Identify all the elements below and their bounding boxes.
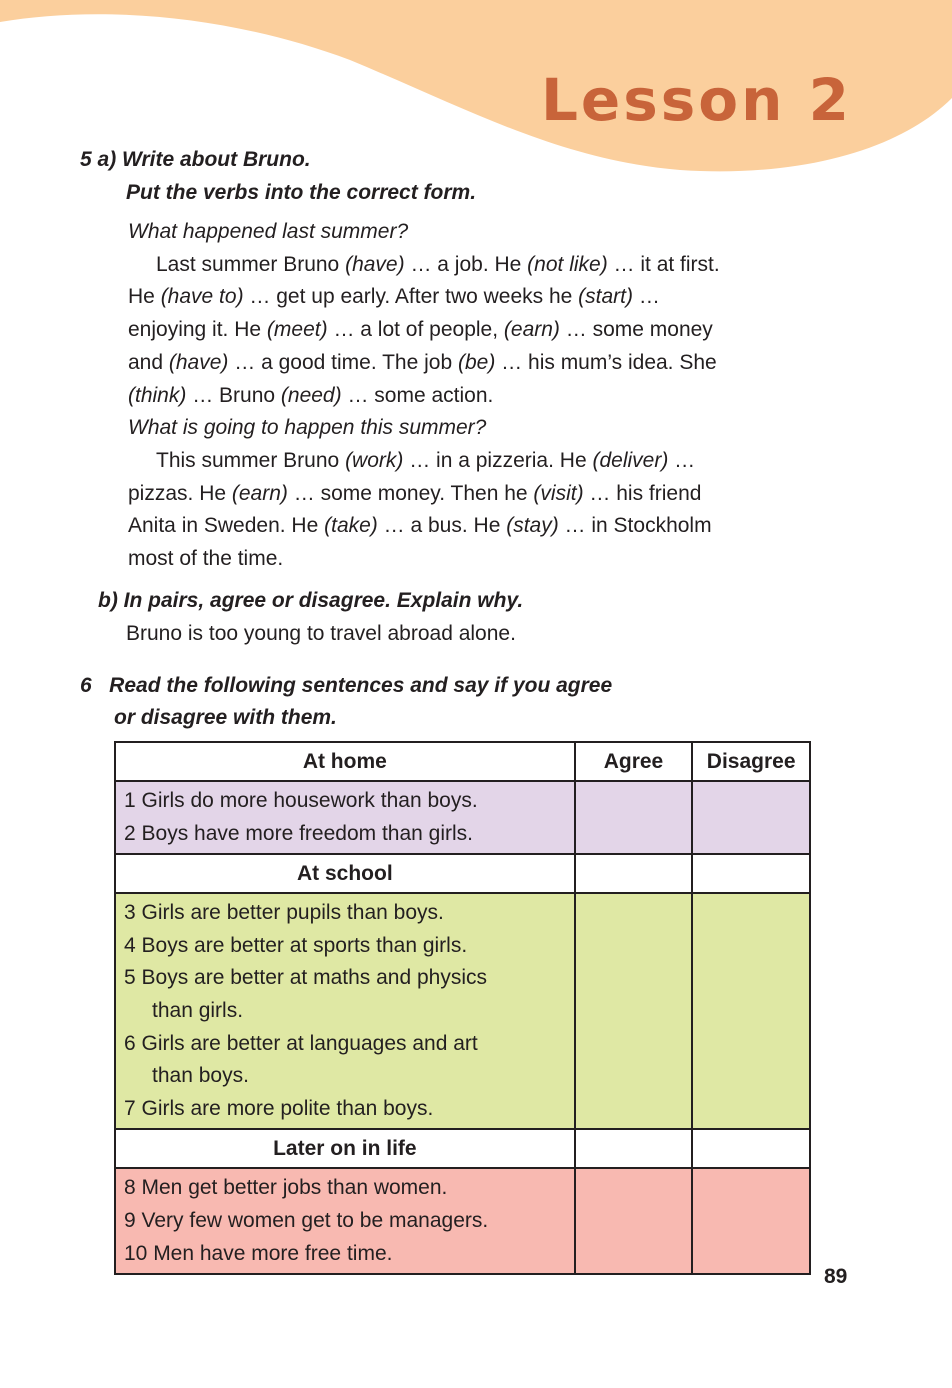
passage-text: … get up early. After two weeks he	[243, 285, 579, 309]
passage-text: … some money	[559, 318, 713, 342]
passage-line	[128, 281, 828, 314]
verb-prompt: (have)	[168, 350, 229, 374]
verb-prompt: (be)	[457, 350, 496, 374]
exercise-5b-statement: Bruno is too young to travel abroad alone.	[126, 622, 516, 645]
later-in-life-statements	[115, 1168, 575, 1274]
statement-item: 7 Girls are more polite than boys.	[124, 1096, 434, 1120]
at-school-agree-cell[interactable]	[575, 893, 693, 1129]
verb-prompt: (have to)	[160, 285, 244, 309]
passage-text: … a good time. The job	[228, 350, 458, 374]
passage-text: He	[128, 285, 161, 309]
statement-continuation: than boys.	[152, 1064, 249, 1088]
statement-item: 3 Girls are better pupils than boys.	[124, 901, 444, 925]
at-home-statements	[115, 781, 575, 854]
passage-text: pizzas. He	[128, 481, 232, 505]
header-row-at-home	[115, 742, 810, 781]
passage-text: … in a pizzeria. He	[403, 448, 593, 472]
passage-text: … a lot of people,	[327, 318, 504, 342]
verb-prompt: (have)	[345, 252, 405, 276]
exercise-5a-passage	[128, 216, 828, 576]
paragraph-past	[128, 249, 828, 413]
at-school-statements-row	[115, 893, 810, 1129]
at-home-statements-row	[115, 781, 810, 854]
statement-item: 6 Girls are better at languages and art	[124, 1031, 478, 1055]
passage-text: … his friend	[583, 481, 702, 505]
section-header-later-in-life: Later on in life	[115, 1129, 575, 1168]
passage-text: … some action.	[341, 383, 494, 407]
blank-header-cell	[692, 1129, 810, 1168]
passage-text: …	[633, 285, 660, 309]
passage-text: … a job. He	[404, 252, 528, 276]
verb-prompt: (visit)	[533, 481, 584, 505]
passage-line	[128, 543, 828, 576]
at-home-agree-cell[interactable]	[575, 781, 693, 854]
at-school-disagree-cell[interactable]	[692, 893, 810, 1129]
blank-header-cell	[575, 854, 693, 893]
column-header-agree: Agree	[575, 742, 693, 781]
verb-prompt: (need)	[280, 383, 342, 407]
statement-continuation: than girls.	[152, 998, 244, 1022]
statement-item: 2 Boys have more freedom than girls.	[124, 821, 474, 845]
passage-line	[128, 510, 828, 543]
passage-text: … his mum’s idea. She	[495, 350, 717, 374]
passage-subheading-future: What is going to happen this summer?	[128, 416, 487, 440]
verb-prompt: (stay)	[506, 514, 559, 538]
statement-item: 9 Very few women get to be managers.	[124, 1208, 489, 1232]
passage-text: … some money. Then he	[287, 481, 534, 505]
verb-prompt: (work)	[345, 448, 404, 472]
passage-text: and	[128, 350, 169, 374]
passage-text: Anita in Sweden. He	[128, 514, 325, 538]
passage-text: … it at first.	[607, 252, 720, 276]
passage-line	[128, 445, 828, 478]
passage-text: Last summer Bruno	[156, 252, 346, 276]
passage-text: most of the time.	[128, 547, 284, 571]
passage-line	[128, 249, 828, 282]
passage-text: enjoying it. He	[128, 318, 267, 342]
paragraph-future	[128, 445, 828, 576]
passage-line	[128, 347, 828, 380]
passage-line	[128, 478, 828, 511]
verb-prompt: (think)	[128, 383, 187, 407]
lesson-title: Lesson 2	[540, 66, 852, 134]
page-number: 89	[824, 1265, 848, 1288]
verb-prompt: (meet)	[266, 318, 328, 342]
blank-header-cell	[692, 854, 810, 893]
blank-header-cell	[575, 1129, 693, 1168]
passage-subheading-past: What happened last summer?	[128, 220, 409, 243]
statement-item: 8 Men get better jobs than women.	[124, 1176, 448, 1200]
at-home-disagree-cell[interactable]	[692, 781, 810, 854]
exercise-6-heading: 6 Read the following sentences and say if you agree	[80, 674, 613, 697]
header-row-at-school	[115, 854, 810, 893]
exercise-5a-instruction: Put the verbs into the correct form.	[126, 181, 477, 204]
verb-prompt: (take)	[324, 514, 378, 538]
section-header-at-home: At home	[115, 742, 575, 781]
later-in-life-agree-cell[interactable]	[575, 1168, 693, 1274]
exercise-5a-heading: 5 a) Write about Bruno.	[80, 148, 311, 171]
passage-line	[128, 314, 828, 347]
statement-item: 5 Boys are better at maths and physics	[124, 966, 488, 990]
header-row-later-in-life	[115, 1129, 810, 1168]
passage-text: … Bruno	[186, 383, 281, 407]
passage-text: … a bus. He	[377, 514, 507, 538]
exercise-6-heading-cont: or disagree with them.	[114, 706, 337, 729]
exercise-5b-heading: b) In pairs, agree or disagree. Explain why.	[98, 589, 524, 612]
verb-prompt: (deliver)	[592, 448, 669, 472]
verb-prompt: (earn)	[503, 318, 560, 342]
section-header-at-school: At school	[115, 854, 575, 893]
statement-item: 10 Men have more free time.	[124, 1241, 393, 1265]
later-in-life-disagree-cell[interactable]	[692, 1168, 810, 1274]
verb-prompt: (not like)	[527, 252, 608, 276]
passage-text: …	[668, 448, 696, 472]
column-header-disagree: Disagree	[692, 742, 810, 781]
verb-prompt: (start)	[578, 285, 633, 309]
passage-line	[128, 380, 828, 413]
verb-prompt: (earn)	[231, 481, 288, 505]
agree-disagree-table	[114, 741, 811, 1275]
passage-text: This summer Bruno	[156, 448, 346, 472]
at-school-statements	[115, 893, 575, 1129]
statement-item: 4 Boys are better at sports than girls.	[124, 933, 468, 957]
later-in-life-statements-row	[115, 1168, 810, 1274]
statement-item: 1 Girls do more housework than boys.	[124, 789, 478, 812]
passage-text: … in Stockholm	[558, 514, 712, 538]
